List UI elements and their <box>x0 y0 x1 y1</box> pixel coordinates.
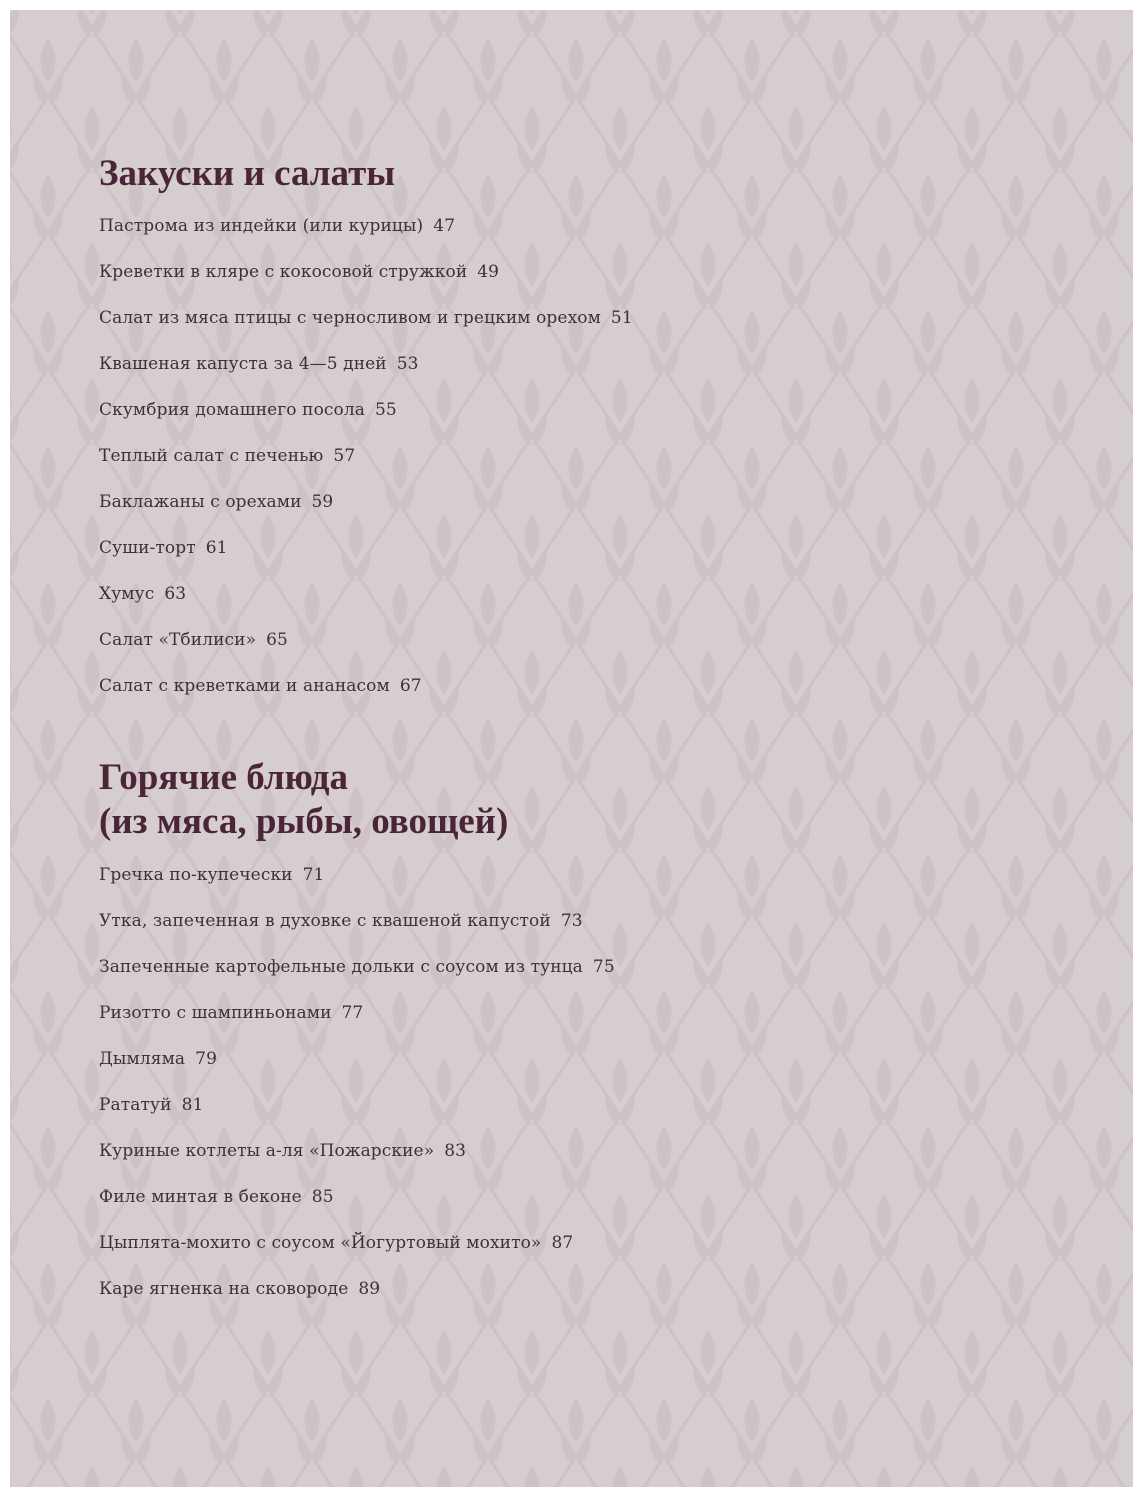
toc-entry-page: 79 <box>195 1049 218 1069</box>
toc-entry[interactable] <box>99 1002 363 1024</box>
toc-entry-title: Баклажаны с орехами <box>99 492 302 512</box>
toc-entry[interactable] <box>99 583 186 605</box>
toc-entry[interactable] <box>99 307 633 329</box>
toc-entry-title: Куриные котлеты а-ля «Пожарские» <box>99 1141 435 1161</box>
toc-entry-title: Гречка по-купечески <box>99 865 293 885</box>
toc-entry-title: Утка, запеченная в духовке с квашеной капустой <box>99 911 551 931</box>
toc-entry[interactable] <box>99 1278 380 1300</box>
page <box>10 10 1133 1487</box>
toc-entry-page: 55 <box>375 400 397 420</box>
toc-entry[interactable] <box>99 1094 203 1116</box>
toc-entry[interactable] <box>99 864 324 886</box>
toc-entry-title: Дымляма <box>99 1049 186 1069</box>
toc-entry-page: 87 <box>551 1233 574 1253</box>
toc-entry-page: 47 <box>433 216 456 236</box>
toc-entry-title: Хумус <box>99 584 155 604</box>
toc-entry[interactable] <box>99 445 355 467</box>
toc-entry-page: 53 <box>396 354 419 374</box>
toc-entry-title: Рататуй <box>99 1095 172 1115</box>
section-title-line: Горячие блюда <box>99 757 348 798</box>
toc-entry-page: 85 <box>311 1187 334 1207</box>
section-title-line: Закуски и салаты <box>99 153 396 194</box>
section-title-hot-dishes <box>99 756 508 844</box>
toc-entry[interactable] <box>99 1140 466 1162</box>
toc-entry-page: 65 <box>266 630 288 650</box>
toc-entry-title: Креветки в кляре с кокосовой стружкой <box>99 262 468 282</box>
toc-entry[interactable] <box>99 1048 217 1070</box>
toc-entry-page: 57 <box>333 446 356 466</box>
toc-entry-title: Скумбрия домашнего посола <box>99 400 365 420</box>
toc-entry[interactable] <box>99 353 419 375</box>
toc-entry[interactable] <box>99 261 499 283</box>
toc-entry[interactable] <box>99 537 228 559</box>
section-title-appetizers-salads <box>99 152 395 196</box>
toc-entry-page: 61 <box>205 538 228 558</box>
toc-entry-title: Салат с креветками и ананасом <box>99 676 390 696</box>
toc-entry-page: 63 <box>164 584 187 604</box>
toc-entry-page: 71 <box>302 865 325 885</box>
toc-entry[interactable] <box>99 675 422 697</box>
toc-entry-page: 89 <box>358 1279 381 1299</box>
toc-entry-title: Теплый салат с печенью <box>99 446 324 466</box>
toc-entry[interactable] <box>99 1232 573 1254</box>
toc-entry-title: Салат «Тбилиси» <box>99 630 257 650</box>
toc-entry-title: Пастрома из индейки (или курицы) <box>99 216 424 236</box>
toc-entry-title: Ризотто с шампиньонами <box>99 1003 332 1023</box>
toc-entry[interactable] <box>99 491 333 513</box>
toc-entry-page: 75 <box>592 957 615 977</box>
toc-entry-page: 49 <box>477 262 500 282</box>
toc-entry-page: 73 <box>560 911 583 931</box>
toc-entry[interactable] <box>99 215 455 237</box>
toc-entry-title: Запеченные картофельные дольки с соусом из тунца <box>99 957 583 977</box>
toc-entry-page: 83 <box>444 1141 467 1161</box>
toc-entry-page: 67 <box>399 676 422 696</box>
toc-entry[interactable] <box>99 629 288 651</box>
toc-entry[interactable] <box>99 399 397 421</box>
toc-entry-title: Цыплята-мохито с соусом «Йогуртовый мохито» <box>99 1233 542 1253</box>
toc-entry-title: Салат из мяса птицы с черносливом и грецким орехом <box>99 308 601 328</box>
toc-entry-title: Квашеная капуста за 4—5 дней <box>99 354 387 374</box>
toc-entry-page: 51 <box>610 308 633 328</box>
toc-entry-page: 59 <box>311 492 334 512</box>
toc-entry[interactable] <box>99 1186 334 1208</box>
toc-entry[interactable] <box>99 956 615 978</box>
section-title-line: (из мяса, рыбы, овощей) <box>99 801 509 842</box>
toc-entry-title: Суши-торт <box>99 538 196 558</box>
toc-entry-page: 77 <box>341 1003 364 1023</box>
toc-entry-title: Филе минтая в беконе <box>99 1187 302 1207</box>
toc-entry-page: 81 <box>181 1095 204 1115</box>
toc-entry[interactable] <box>99 910 583 932</box>
toc-entry-title: Каре ягненка на сковороде <box>99 1279 349 1299</box>
